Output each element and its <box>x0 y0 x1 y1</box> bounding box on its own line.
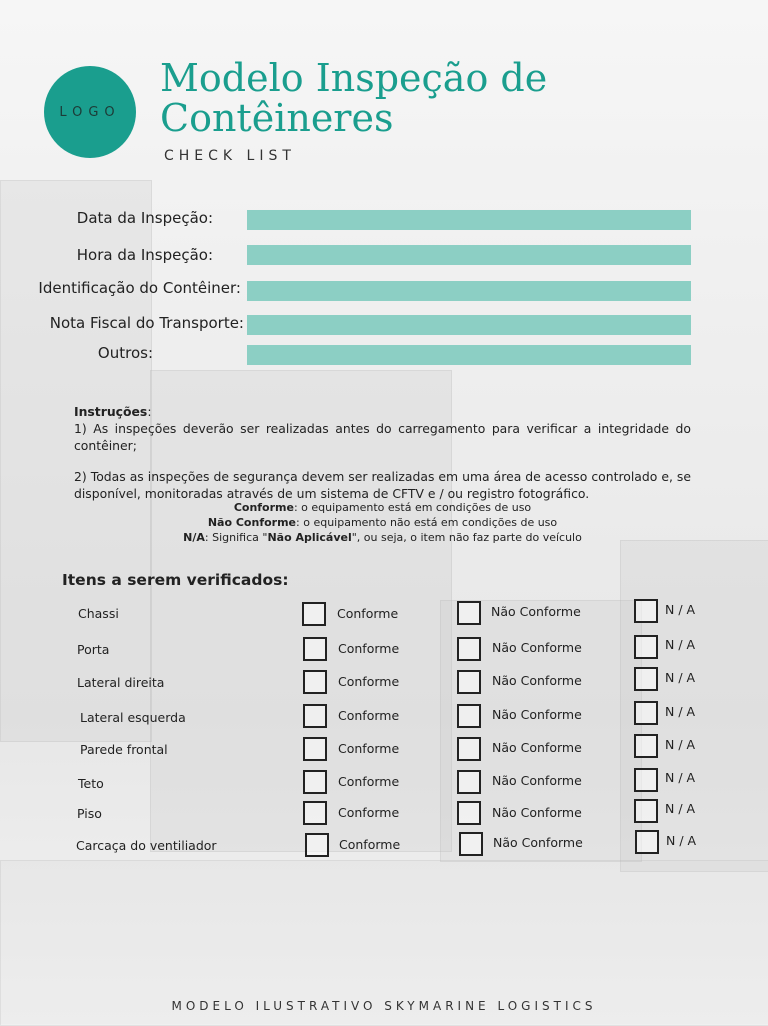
na-checkbox[interactable] <box>634 799 658 823</box>
title-line-1: Modelo Inspeção de <box>160 56 548 100</box>
na-checkbox[interactable] <box>634 599 658 623</box>
conforme-label: Conforme <box>338 774 400 789</box>
legend-na-desc-b: ", ou seja, o item não faz parte do veículo <box>351 531 582 544</box>
checklist-row <box>0 800 768 830</box>
na-checkbox[interactable] <box>634 701 658 725</box>
logo-placeholder <box>44 66 136 158</box>
item-name: Lateral direita <box>77 675 165 690</box>
checklist-row <box>0 669 768 699</box>
nao-conforme-label: Não Conforme <box>493 835 583 850</box>
na-checkbox[interactable] <box>634 667 658 691</box>
na-label: N / A <box>665 737 696 752</box>
conforme-label: Conforme <box>338 708 400 723</box>
legend-na-term: N/A <box>183 531 205 544</box>
legend-na-desc-a: : Significa " <box>204 531 268 544</box>
checklist-row <box>0 636 768 666</box>
na-label: N / A <box>665 670 696 685</box>
nao-conforme-label: Não Conforme <box>492 773 582 788</box>
item-name: Lateral esquerda <box>80 710 186 725</box>
nao-conforme-checkbox[interactable] <box>457 601 481 625</box>
field-label-data: Data da Inspeção: <box>76 209 213 227</box>
conforme-label: Conforme <box>338 641 400 656</box>
nao-conforme-label: Não Conforme <box>491 604 581 619</box>
field-input-outros[interactable] <box>247 345 691 365</box>
conforme-checkbox[interactable] <box>303 770 327 794</box>
checklist-row <box>0 600 768 630</box>
field-label-hora: Hora da Inspeção: <box>76 246 213 264</box>
conforme-label: Conforme <box>338 741 400 756</box>
na-checkbox[interactable] <box>635 830 659 854</box>
item-name: Porta <box>77 642 110 657</box>
nao-conforme-checkbox[interactable] <box>457 704 481 728</box>
legend-nao-conforme-desc: : o equipamento não está em condições de uso <box>296 516 558 529</box>
conforme-checkbox[interactable] <box>303 637 327 661</box>
conforme-checkbox[interactable] <box>303 704 327 728</box>
nao-conforme-label: Não Conforme <box>492 707 582 722</box>
conforme-checkbox[interactable] <box>305 833 329 857</box>
item-name: Piso <box>77 806 102 821</box>
nao-conforme-checkbox[interactable] <box>457 670 481 694</box>
legend <box>74 500 691 545</box>
na-checkbox[interactable] <box>634 635 658 659</box>
legend-conforme-term: Conforme <box>233 501 294 514</box>
nao-conforme-checkbox[interactable] <box>459 832 483 856</box>
conforme-checkbox[interactable] <box>303 737 327 761</box>
conforme-label: Conforme <box>338 674 400 689</box>
field-label-nota-fiscal: Nota Fiscal do Transporte: <box>49 314 244 332</box>
checklist-row <box>0 736 768 766</box>
nao-conforme-checkbox[interactable] <box>457 801 481 825</box>
nao-conforme-checkbox[interactable] <box>457 737 481 761</box>
field-label-outros: Outros: <box>97 344 153 362</box>
item-name: Teto <box>78 776 104 791</box>
na-label: N / A <box>666 833 697 848</box>
instruction-2: 2) Todas as inspeções de segurança devem ser realizadas em uma área de acesso controlado e, se disponível, monitoradas através de um sistema de CFTV e / ou registro fotográfico. <box>74 469 691 501</box>
na-label: N / A <box>665 602 696 617</box>
logo-text: LOGO <box>59 104 121 120</box>
nao-conforme-label: Não Conforme <box>492 673 582 688</box>
conforme-label: Conforme <box>339 837 401 852</box>
nao-conforme-label: Não Conforme <box>492 740 582 755</box>
conforme-checkbox[interactable] <box>302 602 326 626</box>
legend-nao-conforme-term: Não Conforme <box>207 516 297 529</box>
checklist-row <box>0 703 768 733</box>
instruction-1: 1) As inspeções deverão ser realizadas antes do carregamento para verificar a integridade do contêiner; <box>74 421 691 453</box>
item-name: Parede frontal <box>80 742 168 757</box>
na-checkbox[interactable] <box>634 734 658 758</box>
legend-na-bold: Não Aplicável <box>267 531 352 544</box>
na-label: N / A <box>665 704 696 719</box>
nao-conforme-label: Não Conforme <box>492 805 582 820</box>
conforme-checkbox[interactable] <box>303 670 327 694</box>
field-input-data[interactable] <box>247 210 691 230</box>
item-name: Carcaça do ventiliador <box>76 838 217 853</box>
field-label-identificacao: Identificação do Contêiner: <box>38 279 241 297</box>
na-label: N / A <box>665 770 696 785</box>
page-subtitle: CHECK LIST <box>164 148 296 164</box>
na-checkbox[interactable] <box>634 768 658 792</box>
checklist-row <box>0 769 768 799</box>
na-label: N / A <box>665 637 696 652</box>
conforme-label: Conforme <box>337 606 399 621</box>
field-input-hora[interactable] <box>247 245 691 265</box>
nao-conforme-label: Não Conforme <box>492 640 582 655</box>
footer: MODELO ILUSTRATIVO SKYMARINE LOGISTICS <box>171 999 597 1013</box>
instructions: Instruções: 1) As inspeções deverão ser realizadas antes do carregamento para verificar a integridade do contêiner; 2) Todas as inspeções de segurança devem ser realizadas em uma área de acesso controlado e, se disponível, monitoradas através de um sistema de CFTV e / ou registro fotográfico. <box>74 404 691 501</box>
conforme-checkbox[interactable] <box>303 801 327 825</box>
field-input-nota-fiscal[interactable] <box>247 315 691 335</box>
field-input-identificacao[interactable] <box>247 281 691 301</box>
nao-conforme-checkbox[interactable] <box>457 770 481 794</box>
nao-conforme-checkbox[interactable] <box>457 637 481 661</box>
items-title: Itens a serem verificados: <box>62 571 289 589</box>
item-name: Chassi <box>78 606 119 621</box>
checklist-row <box>0 831 768 861</box>
page-title <box>160 58 720 138</box>
instructions-heading: Instruções <box>74 404 148 419</box>
title-line-2: Contêineres <box>160 96 394 140</box>
legend-conforme-desc: : o equipamento está em condições de uso <box>293 501 532 514</box>
conforme-label: Conforme <box>338 805 400 820</box>
na-label: N / A <box>665 801 696 816</box>
